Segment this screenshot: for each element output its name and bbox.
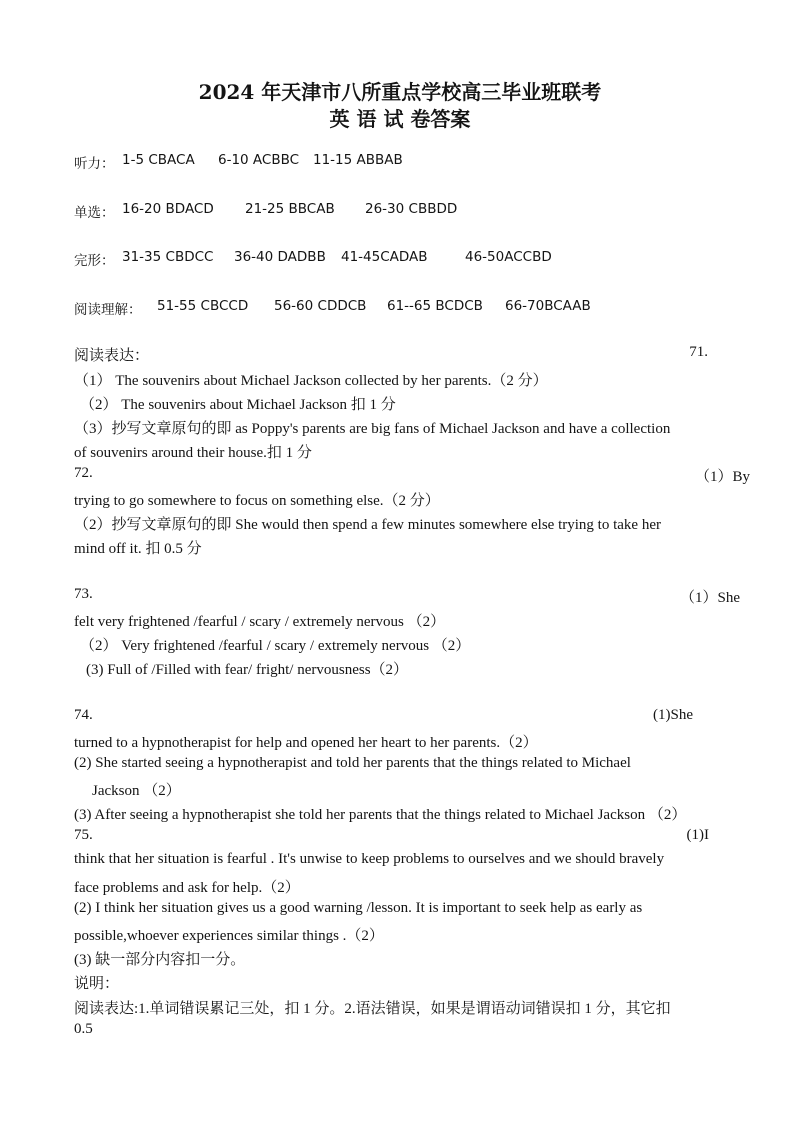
answer-line: turned to a hypnotherapist for help and opened her heart to her parents.（2） <box>74 735 538 751</box>
expression-heading: 阅读表达： <box>74 348 150 364</box>
answer-group: 26-30 CBBDD <box>365 201 458 217</box>
answer-line: （2） The souvenirs about Michael Jackson 扣 1 分 <box>80 397 396 413</box>
page-subtitle: 英 语 试 卷答案 <box>329 107 471 131</box>
answer-line: （2） Very frightened /fearful / scary / extremely nervous （2） <box>80 638 471 654</box>
question-number: 74. <box>74 707 93 723</box>
answer-line: （1）She <box>679 590 740 606</box>
cloze-label: 完形： <box>74 253 115 269</box>
answer-group: 16-20 BDACD <box>122 201 214 217</box>
answer-line: (1)I <box>686 827 709 843</box>
note-label: 说明： <box>74 976 120 992</box>
answer-line: Jackson （2） <box>92 783 181 799</box>
question-number: 71. <box>689 344 708 360</box>
listening-label: 听力： <box>74 156 115 172</box>
answer-group: 36-40 DADBB <box>234 249 326 265</box>
answer-group: 61--65 BCDCB <box>387 298 483 314</box>
answer-group: 66-70BCAAB <box>505 298 591 314</box>
answer-group: 21-25 BBCAB <box>245 201 335 217</box>
answer-group: 51-55 CBCCD <box>157 298 249 314</box>
page-title: 2024 年天津市八所重点学校高三毕业班联考 <box>198 80 602 104</box>
answer-line: possible,whoever experiences similar things .（2） <box>74 928 384 944</box>
note-line: 阅读表达:1.单词错误累记三处，扣 1 分。2.语法错误，如果是谓语动词错误扣 1 分，其它扣 <box>74 1001 671 1017</box>
answer-line: (3) After seeing a hypnotherapist she told her parents that the things related to Michael Jackson （2） <box>74 807 687 823</box>
answer-group: 41-45CADAB <box>341 249 428 265</box>
answer-group: 31-35 CBDCC <box>122 249 214 265</box>
answer-line: think that her situation is fearful . It's unwise to keep problems to ourselves and we should bravely <box>74 851 665 867</box>
answer-line: felt very frightened /fearful / scary / extremely nervous （2） <box>74 614 446 630</box>
answer-line: （1） The souvenirs about Michael Jackson collected by her parents.（2 分） <box>74 373 548 389</box>
answer-line: (2) She started seeing a hypnotherapist and told her parents that the things related to Michael <box>74 755 631 771</box>
answer-line: mind off it. 扣 0.5 分 <box>74 541 202 557</box>
question-number: 75. <box>74 827 93 843</box>
answer-line: （1）By <box>694 469 750 485</box>
answer-line: face problems and ask for help.（2） <box>74 880 300 896</box>
answer-group: 46-50ACCBD <box>465 249 552 265</box>
note-line: 0.5 <box>74 1021 93 1037</box>
answer-group: 56-60 CDDCB <box>274 298 367 314</box>
answer-line: (3) 缺一部分内容扣一分。 <box>74 952 246 968</box>
answer-group: 6-10 ACBBC <box>218 152 300 168</box>
single-choice-label: 单选： <box>74 205 115 221</box>
question-number: 73. <box>74 586 93 602</box>
answer-line: of souvenirs around their house.扣 1 分 <box>74 445 312 461</box>
answer-line: （2）抄写文章原句的即 She would then spend a few minutes somewhere else trying to take her <box>74 517 661 533</box>
answer-group: 1-5 CBACA <box>122 152 195 168</box>
reading-label: 阅读理解： <box>74 302 142 318</box>
answer-group: 11-15 ABBAB <box>313 152 403 168</box>
question-number: 72. <box>74 465 93 481</box>
answer-line: trying to go somewhere to focus on something else.（2 分） <box>74 493 440 509</box>
answer-line: （3）抄写文章原句的即 as Poppy's parents are big fans of Michael Jackson and have a collection <box>74 421 671 437</box>
answer-line: (2) I think her situation gives us a good warning /lesson. It is important to seek help as early as <box>74 900 643 916</box>
answer-line: (1)She <box>653 707 693 723</box>
answer-line: (3) Full of /Filled with fear/ fright/ nervousness（2） <box>86 662 409 678</box>
